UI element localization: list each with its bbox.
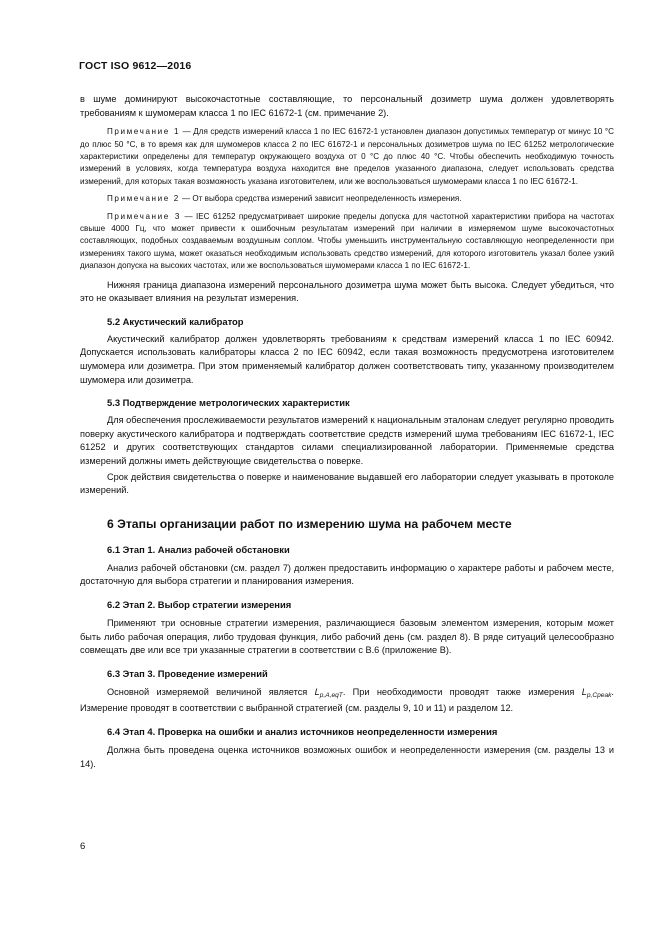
section-6-3-text-part-1: Основной измеряемой величиной является xyxy=(107,686,315,697)
symbol-l-1: L xyxy=(314,686,320,697)
note-2-text: — От выбора средства измерений зависит неопределенность измерения. xyxy=(179,194,462,204)
note-1-label: Примечание 1 xyxy=(107,127,181,137)
note-3-text: — IEC 61252 предусматривает широкие пределы допуска для частотной характеристики прибора на частотах свыше 4000 Гц, что может привести к ошибочным результатам измерений при наличии в измеряемом шуме высокочастотных составляющих, подобных создаваемым воздушным соплом. Чтобы уменьшить инструментальную составляющую неопределенности при измерениях такого шума, может оказаться необходимым использовать средство измерений, для которого изготовитель указал более узкий диапазон допуска на высоких частотах, или же воспользоваться шумомерами класса 1 по IEC 61672-1. xyxy=(80,211,614,271)
section-6-1-title: 6.1 Этап 1. Анализ рабочей обстановки xyxy=(107,543,290,555)
note-1 xyxy=(80,126,614,188)
note-3-label: Примечание 3 xyxy=(107,211,182,221)
section-6-2-title: 6.2 Этап 2. Выбор стратегии измерения xyxy=(107,598,292,610)
note-1-text: — Для средств измерений класса 1 по IEC 61672-1 установлен диапазон допустимых температур от минус 10 °C до плюс 50 °C, в то время как для шумомеров класса 2 по IEC 61672-1 и персональных дозиметров шума по IEC 61252 метрологические характеристики определены для температур окружающего воздуха от 0 °C до плюс 40 °C. Чтобы обеспечить необходимую точность измерений в условиях, когда температура воздуха находится вне пределов указанного диапазона, следует использовать средства измерений, для которых такая возможность указана изготовителем, или же воспользоваться шумомерами класса 1 по IEC 61672-1. xyxy=(80,127,614,186)
section-6-3-title: 6.3 Этап 3. Проведение измерений xyxy=(107,667,268,679)
page-number: 6 xyxy=(80,841,86,852)
page-content xyxy=(80,93,614,771)
section-5-3-title: 5.3 Подтверждение метрологических характеристик xyxy=(107,397,350,409)
section-5-3-text-1: Для обеспечения прослеживаемости результатов измерений к национальным эталонам следует регулярно проводить поверку акустического калибратора и подтверждать соответствие средств измерений шума требованиям IEC 61672-1, IEC 61252 и других соответствующих стандартов силами специализированной лаборатории. Применяемые средства измерений должны иметь действующие свидетельства о поверке. xyxy=(80,415,614,466)
section-6-title: 6 Этапы организации работ по измерению шума на рабочем месте xyxy=(107,516,512,531)
section-6-4-title: 6.4 Этап 4. Проверка на ошибки и анализ источников неопределенности измерения xyxy=(107,725,498,737)
section-6-1-text: Анализ рабочей обстановки (см. раздел 7) должен предоставить информацию о характере работы и рабочем месте, достаточную для выбора стратегии и планирования измерения. xyxy=(80,562,614,587)
section-6-4-text: Должна быть проведена оценка источников возможных ошибок и неопределенности измерения (см. разделы 13 и 14). xyxy=(80,744,614,769)
section-5-2-text: Акустический калибратор должен удовлетворять требованиям к средствам измерений класса 1 по IEC 60942. Допускается использовать калибраторы класса 2 по IEC 60942, если такая возможность предусмотрена изготовителем шумомера или дозиметра. При этом применяемый калибратор должен соответствовать типу, указанному производителем шумомера или дозиметра. xyxy=(80,333,614,385)
subscript-lcpeak: p,Cpeak xyxy=(586,691,612,699)
note-3 xyxy=(80,211,614,273)
document-header: ГОСТ ISO 9612—2016 xyxy=(79,60,192,72)
lower-limit-paragraph: Нижняя граница диапазона измерений персонального дозиметра шума может быть высока. Следует убедиться, что это не оказывает влияния на результат измерения. xyxy=(80,279,614,304)
note-2-label: Примечание 2 xyxy=(107,194,180,204)
note-2 xyxy=(80,193,614,205)
symbol-l-2: L xyxy=(581,686,587,697)
section-5-3-text-2: Срок действия свидетельства о поверке и наименование выдавшей его лаборатории следует указывать в протоколе измерений. xyxy=(80,471,614,496)
section-6-3-text-part-3: . Измерение проводят в соответствии с выбранной стратегией (см. разделы 9, 10 и 11) и разделом 12. xyxy=(80,686,614,714)
section-5-2-title: 5.2 Акустический калибратор xyxy=(107,315,244,327)
section-6-2-text: Применяют три основные стратегии измерения, различающиеся базовым элементом измерения, которым может быть либо рабочая операция, либо трудовая функция, либо рабочий день (см. раздел 8). В ряде ситуаций целесообразно совмещать две или все три указанные стратегии в соответствии с B.6 (приложение B). xyxy=(80,617,614,656)
intro-paragraph: в шуме доминируют высокочастотные составляющие, то персональный дозиметр шума должен удовлетворять требованиям к шумомерам класса 1 по IEC 61672-1 (см. примечание 2). xyxy=(80,94,614,118)
subscript-laeqt: p,A,eqT xyxy=(319,691,343,699)
section-6-3-text xyxy=(80,686,614,716)
section-6-3-text-part-2: . При необходимости проводят также измерения xyxy=(342,686,582,697)
